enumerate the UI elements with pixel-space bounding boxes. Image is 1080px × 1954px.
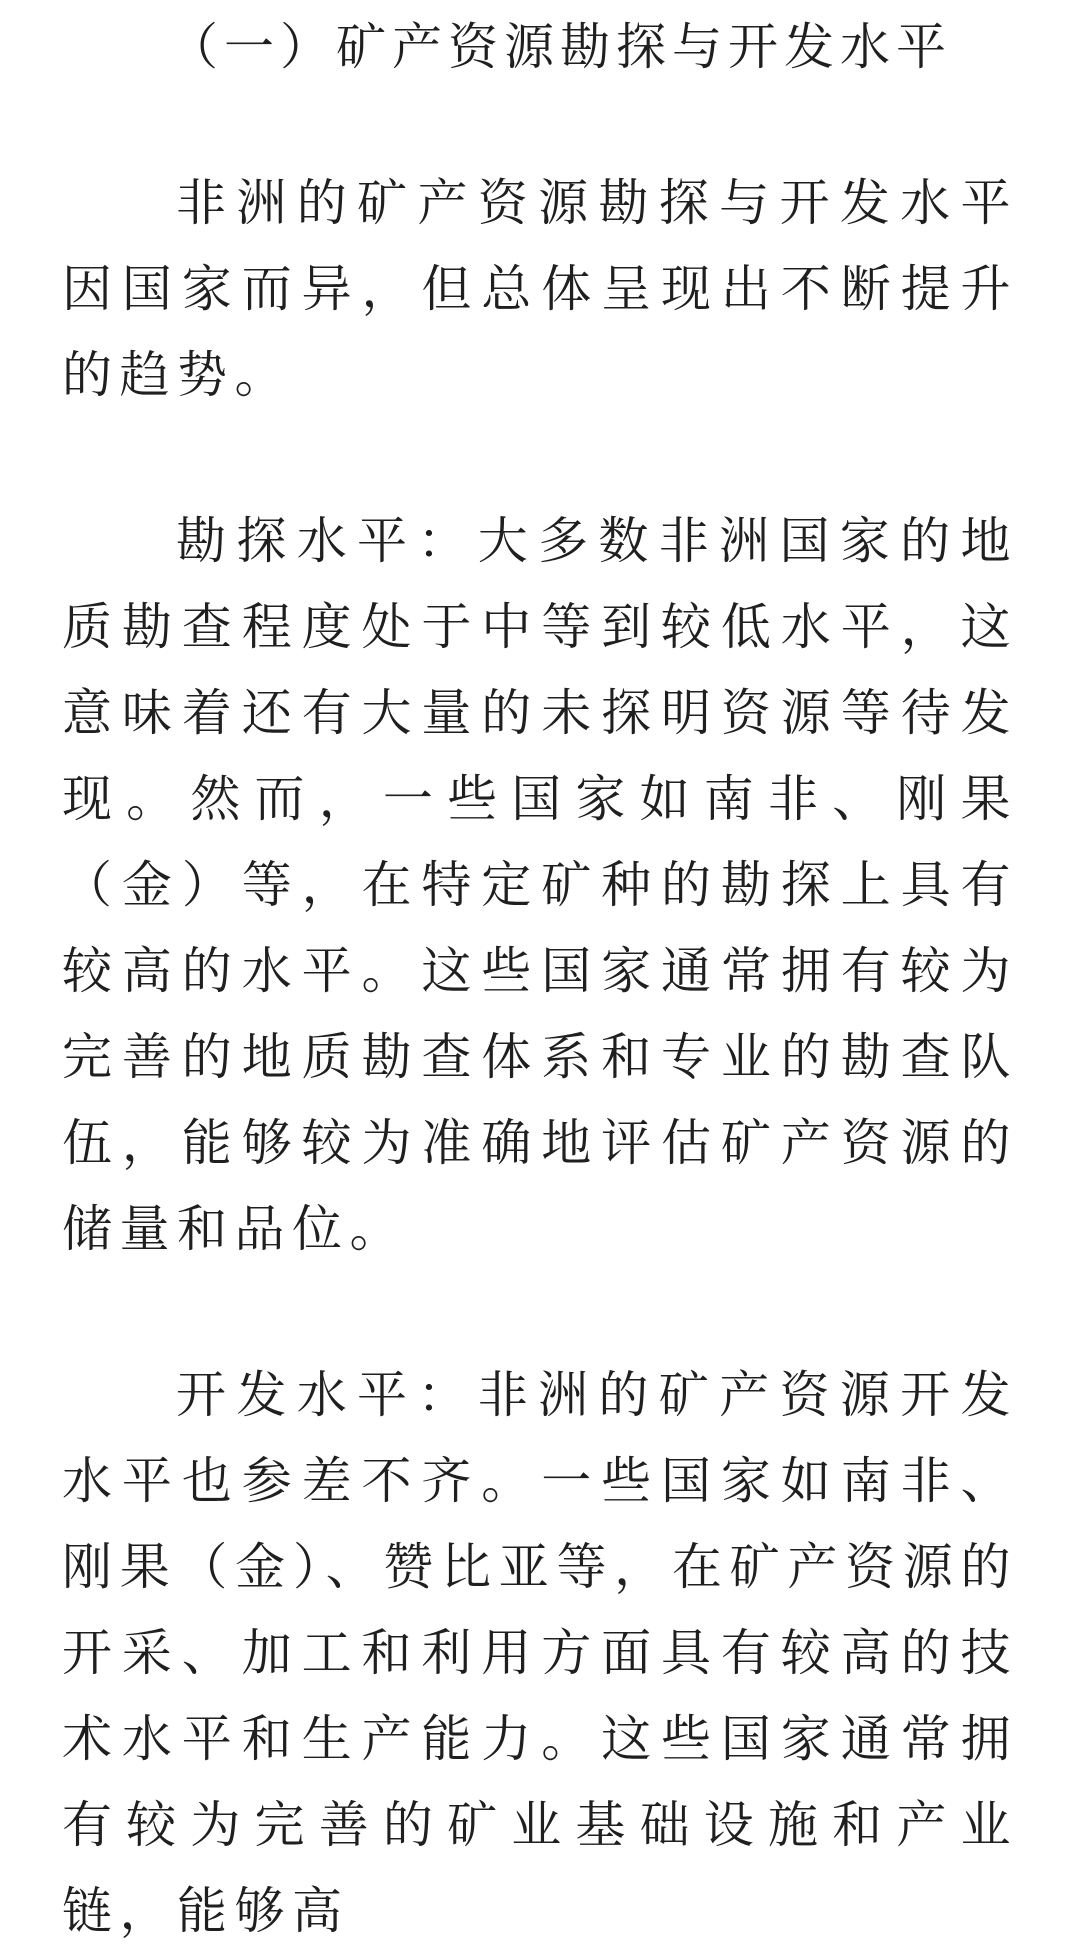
paragraph-intro: 非洲的矿产资源勘探与开发水平因国家而异，但总体呈现出不断提升的趋势。 — [62, 174, 1018, 404]
section-heading: （一）矿产资源勘探与开发水平 — [168, 18, 952, 76]
paragraph-exploration-level: 勘探水平：大多数非洲国家的地质勘查程度处于中等到较低水平，这意味着还有大量的未探明资源等待发现。然而，一些国家如南非、刚果（金）等，在特定矿种的勘探上具有较高的水平。这些国家通常拥有较为完善的地质勘查体系和专业的勘查队伍，能够较为准确地评估矿产资源的储量和品位。 — [62, 512, 1018, 1258]
paragraph-development-level: 开发水平：非洲的矿产资源开发水平也参差不齐。一些国家如南非、刚果（金）、赞比亚等，在矿产资源的开采、加工和利用方面具有较高的技术水平和生产能力。这些国家通常拥有较为完善的矿业基础设施和产业链，能够高 — [62, 1366, 1018, 1940]
article-page — [62, 0, 1018, 1940]
